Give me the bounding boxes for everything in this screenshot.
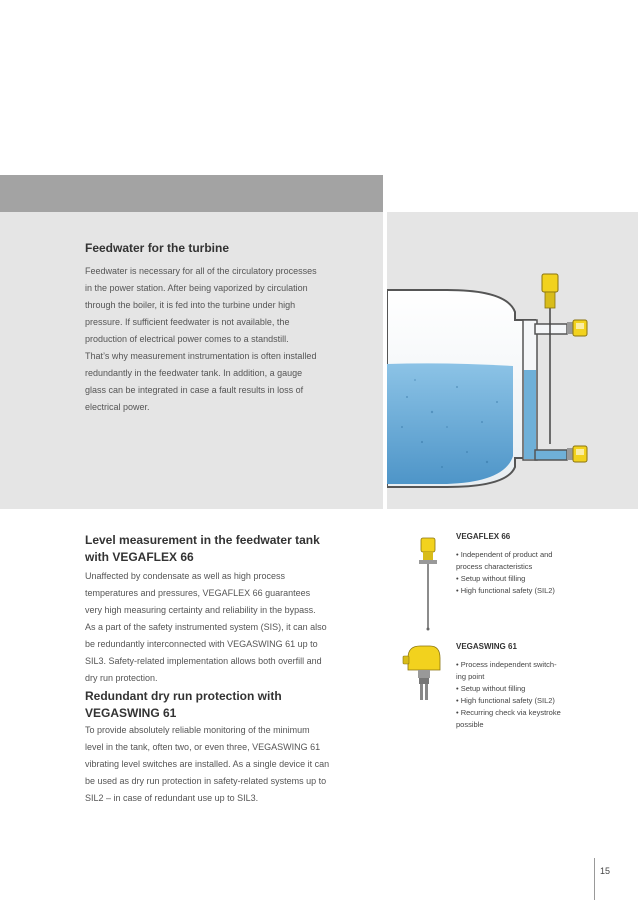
text-line: To provide absolutely reliable monitoring of the minimum bbox=[85, 725, 310, 735]
feedwater-tank-diagram bbox=[387, 212, 638, 509]
heading-line: VEGASWING 61 bbox=[85, 706, 177, 720]
feature-item: • Setup without filling bbox=[456, 684, 526, 693]
text-line: As a part of the safety instrumented system (SIS), it can also bbox=[85, 622, 327, 632]
vegaswing-61-features bbox=[456, 659, 596, 731]
lower-connector bbox=[535, 450, 567, 460]
text-line: Unaffected by condensate as well as high process bbox=[85, 571, 285, 581]
text-line: electrical power. bbox=[85, 402, 150, 412]
feature-item: • High functional safety (SIL2) bbox=[456, 586, 555, 595]
text-line: production of electrical power comes to a standstill. bbox=[85, 334, 289, 344]
feature-item: • Recurring check via keystroke bbox=[456, 708, 561, 717]
vegaswing-upper bbox=[567, 320, 587, 336]
text-line: vibrating level switches are installed. As a single device it can bbox=[85, 759, 330, 769]
text-line: be redundantly interconnected with VEGASWING 61 up to bbox=[85, 639, 318, 649]
vegaflex-neck bbox=[545, 292, 555, 308]
feature-item: • Process independent switch- bbox=[456, 660, 557, 669]
feature-item: process characteristics bbox=[456, 562, 533, 571]
vegaflex-housing bbox=[542, 274, 558, 292]
text-line: very high measuring certainty and reliability in the bypass. bbox=[85, 605, 316, 615]
text-line: through the boiler, it is fed into the turbine under high bbox=[85, 300, 296, 310]
feature-item: • High functional safety (SIL2) bbox=[456, 696, 555, 705]
text-line: redundantly in the feedwater tank. In addition, a gauge bbox=[85, 368, 303, 378]
text-line: dry run protection. bbox=[85, 673, 158, 683]
heading-line: Redundant dry run protection with bbox=[85, 689, 282, 703]
text-line: temperatures and pressures, VEGAFLEX 66 guarantees bbox=[85, 588, 311, 598]
text-line: Feedwater is necessary for all of the circulatory processes bbox=[85, 266, 317, 276]
vegaswing-lower bbox=[567, 446, 587, 462]
feature-item: • Setup without filling bbox=[456, 574, 526, 583]
vegaflex-66-photo bbox=[410, 536, 446, 632]
feature-item: ing point bbox=[456, 672, 485, 681]
text-line: level in the tank, often two, or even three, VEGASWING 61 bbox=[85, 742, 321, 752]
vegaswing-61-title: VEGASWING 61 bbox=[456, 642, 517, 651]
heading-line: Level measurement in the feedwater tank bbox=[85, 533, 320, 547]
text-line: be used as dry run protection in safety-related systems up to bbox=[85, 776, 327, 786]
text-line: pressure. If sufficient feedwater is not available, the bbox=[85, 317, 290, 327]
vegaswing-61-photo bbox=[400, 640, 446, 702]
text-line: glass can be integrated in case a fault results in loss of bbox=[85, 385, 304, 395]
text-line: in the power station. After being vaporized by circulation bbox=[85, 283, 308, 293]
upper-connector bbox=[535, 324, 567, 334]
page-number: 15 bbox=[600, 866, 611, 876]
text-line: SIL3. Safety-related implementation allows both overfill and bbox=[85, 656, 322, 666]
feedwater-heading: Feedwater for the turbine bbox=[85, 241, 230, 255]
feature-item: possible bbox=[456, 720, 484, 729]
dry-run-heading bbox=[85, 688, 282, 722]
text-line: SIL2 – in case of redundant use up to SIL3. bbox=[85, 793, 259, 803]
feature-item: • Independent of product and bbox=[456, 550, 553, 559]
bypass-water bbox=[524, 370, 536, 459]
text-line: That’s why measurement instrumentation is often installed bbox=[85, 351, 317, 361]
level-measurement-heading bbox=[85, 532, 320, 566]
tank-water bbox=[387, 363, 513, 484]
page-number-rule bbox=[594, 858, 595, 900]
vegaflex-66-features bbox=[456, 549, 596, 597]
heading-line: with VEGAFLEX 66 bbox=[85, 550, 194, 564]
header-band bbox=[0, 175, 383, 212]
vegaflex-66-title: VEGAFLEX 66 bbox=[456, 532, 511, 541]
